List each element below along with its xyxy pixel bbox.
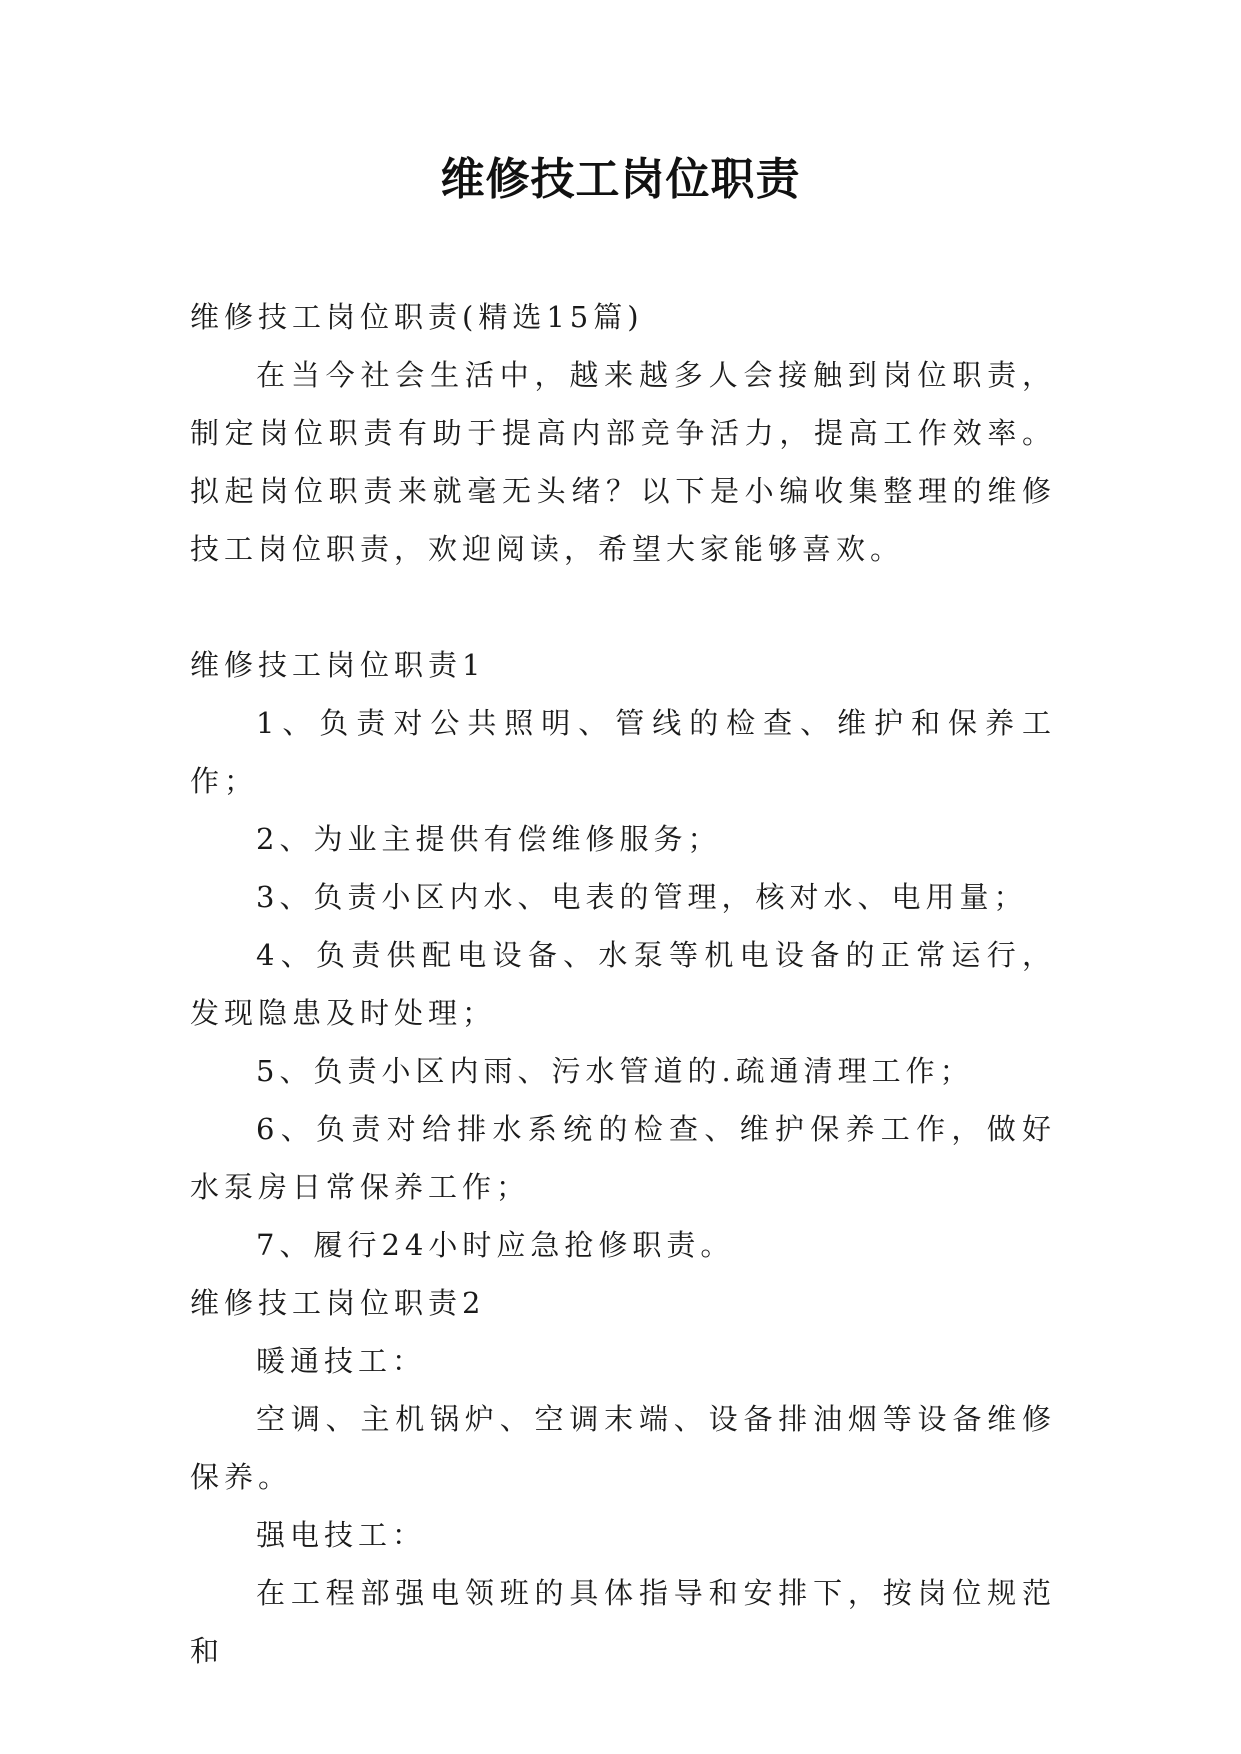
- section1-item-4: 4、负责供配电设备、水泵等机电设备的正常运行，发现隐患及时处理；: [190, 938, 1056, 1030]
- paragraph-gap: [190, 578, 1056, 636]
- section1-item-5: 5、负责小区内雨、污水管道的.疏通清理工作；: [256, 1054, 974, 1088]
- section1-item-6: 6、负责对给排水系统的检查、维护保养工作，做好水泵房日常保养工作；: [190, 1112, 1056, 1204]
- section1-heading: 维修技工岗位职责1: [190, 648, 486, 682]
- section1-item-3: 3、负责小区内水、电表的管理，核对水、电用量；: [256, 880, 1028, 914]
- section2-heading: 维修技工岗位职责2: [190, 1286, 486, 1320]
- section1-item-7: 7、履行24小时应急抢修职责。: [256, 1228, 735, 1262]
- electric-text: 在工程部强电领班的具体指导和安排下，按岗位规范和: [190, 1576, 1056, 1668]
- document-title: 维修技工岗位职责: [440, 154, 801, 205]
- electric-label: 强电技工：: [256, 1518, 427, 1552]
- document-subtitle: 维修技工岗位职责(精选15篇): [190, 300, 644, 334]
- intro-paragraph: 在当今社会生活中，越来越多人会接触到岗位职责，制定岗位职责有助于提高内部竞争活力，提高工作效率。拟起岗位职责来就毫无头绪？以下是小编收集整理的维修技工岗位职责，欢迎阅读，希望大家能够喜欢。: [190, 358, 1056, 566]
- hvac-text: 空调、主机锅炉、空调末端、设备排油烟等设备维修保养。: [190, 1402, 1056, 1494]
- hvac-label: 暖通技工：: [256, 1344, 427, 1378]
- document-body: [190, 288, 1056, 1680]
- section1-item-2: 2、为业主提供有偿维修服务；: [256, 822, 722, 856]
- section1-item-1: 1、负责对公共照明、管线的检查、维护和保养工作；: [190, 706, 1056, 798]
